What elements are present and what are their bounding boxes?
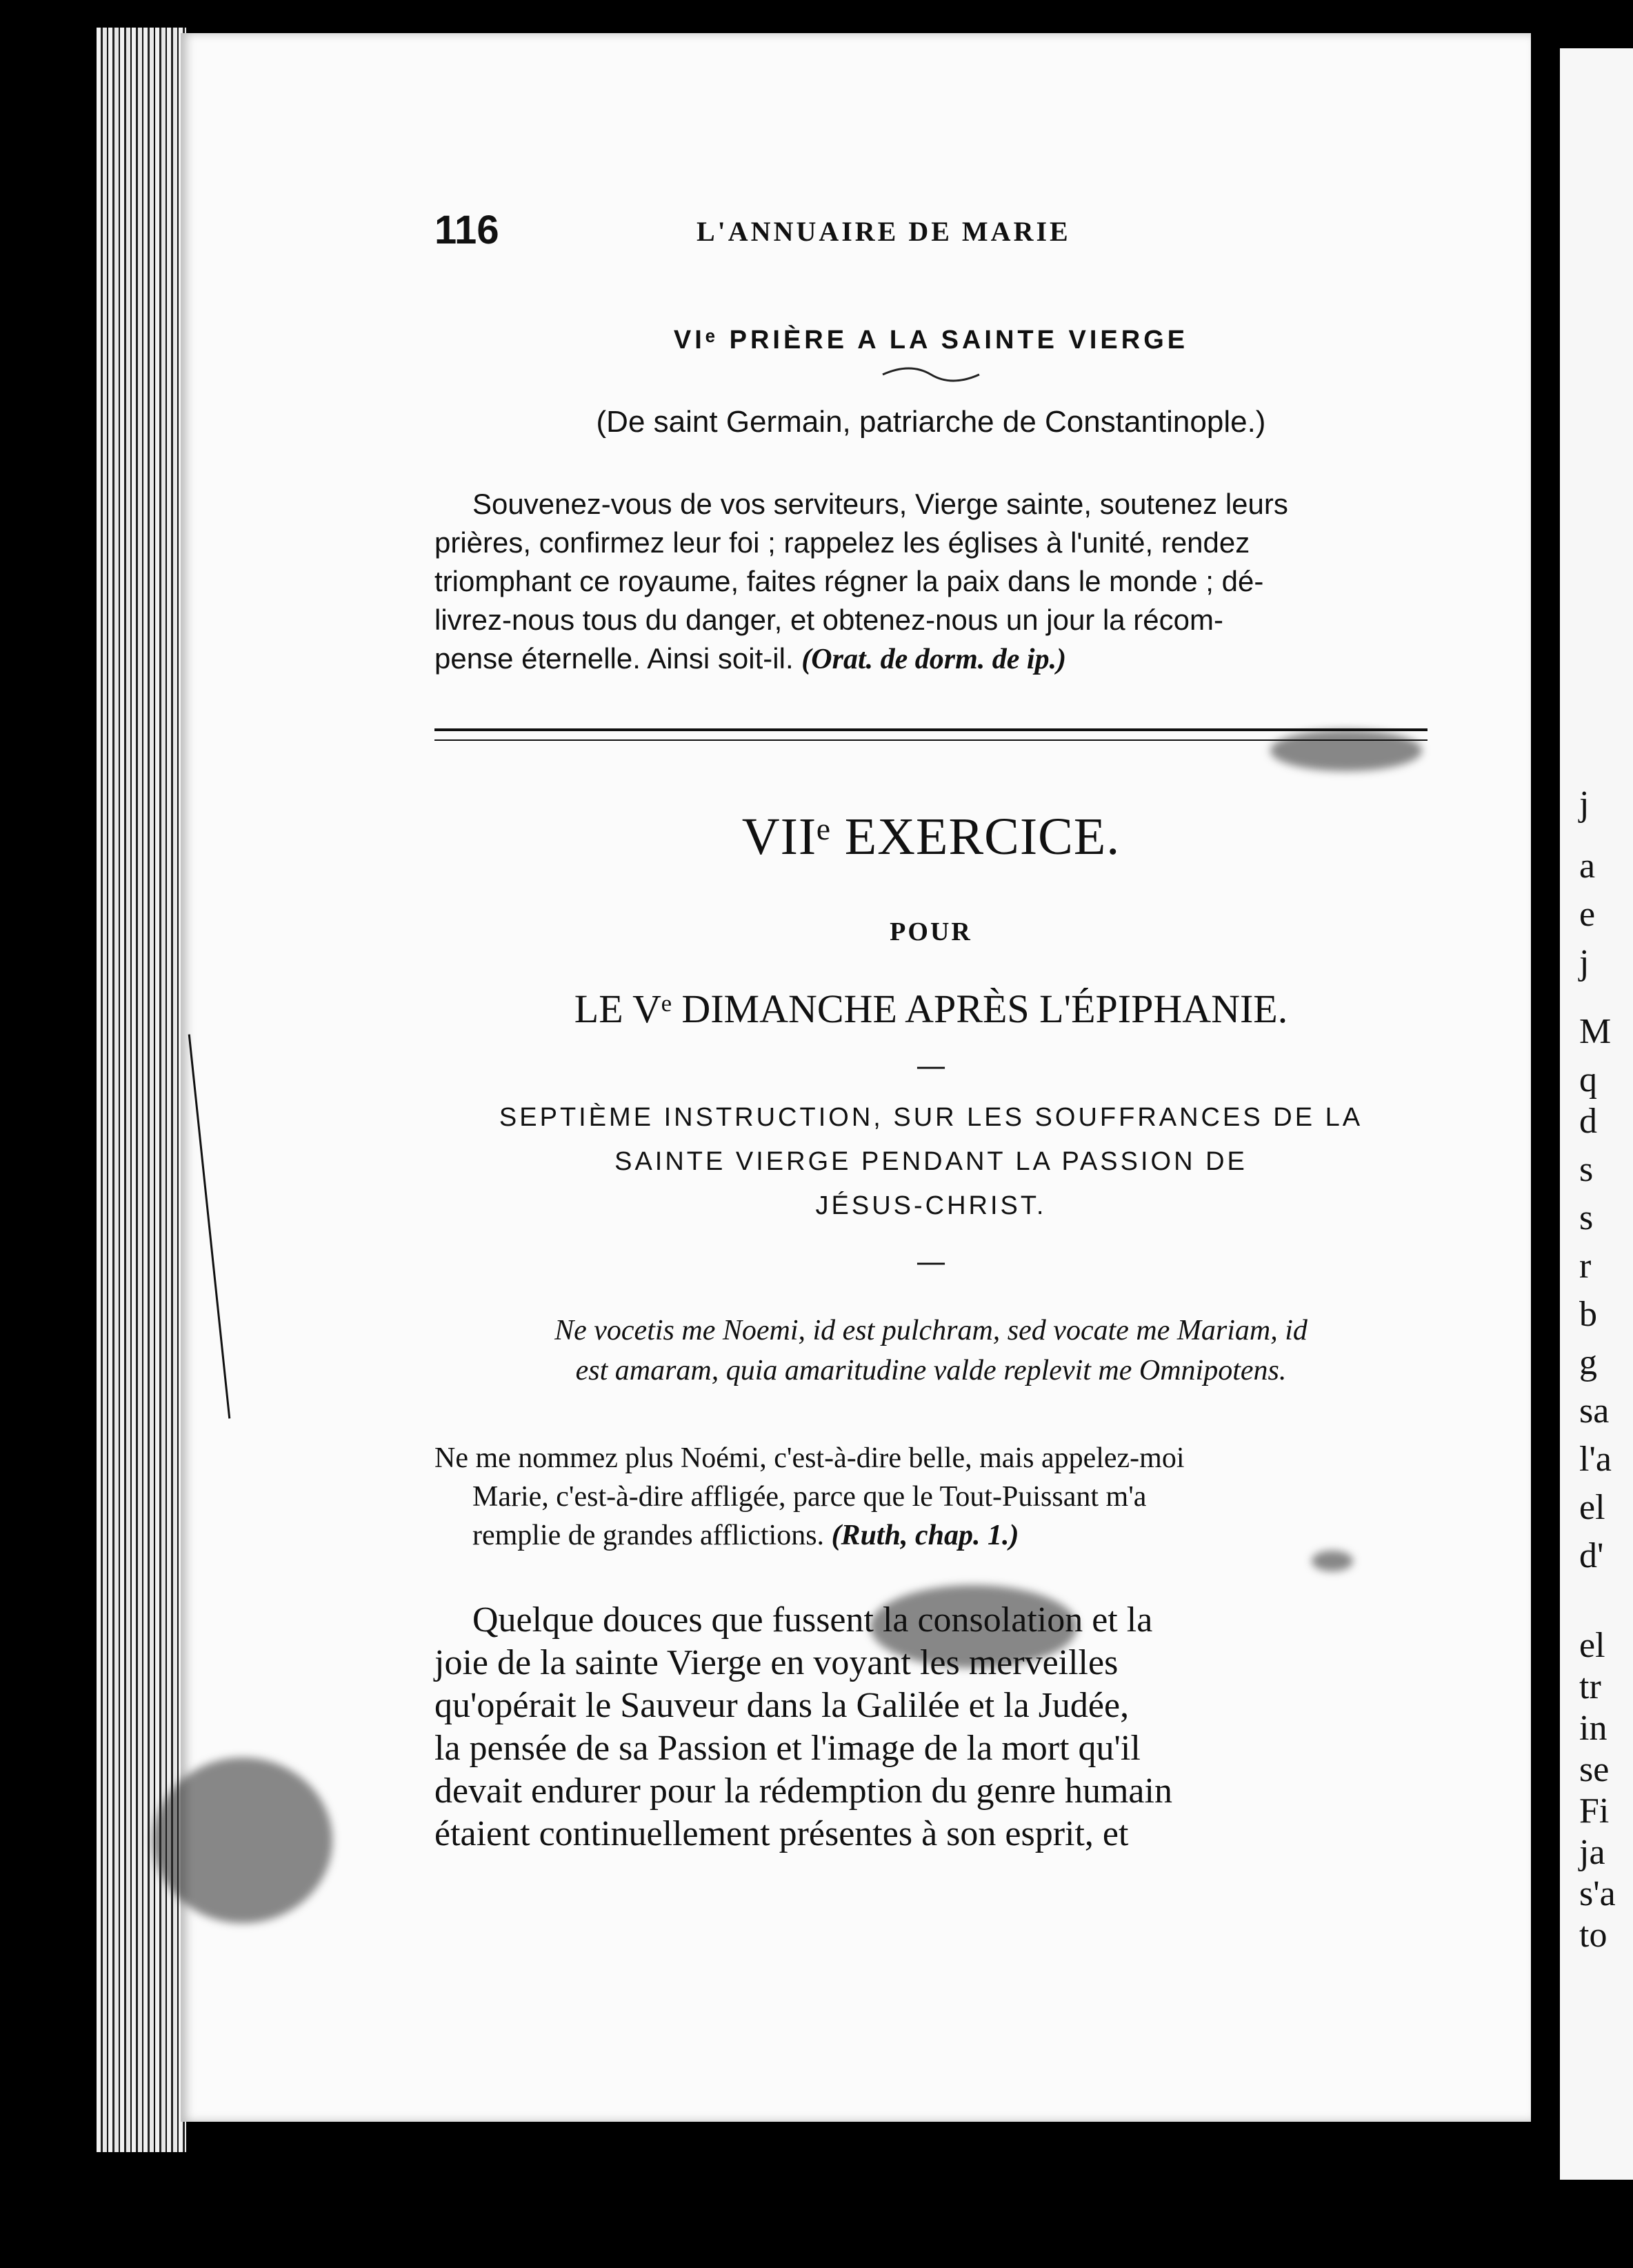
facing-page-fragment: d' xyxy=(1579,1536,1604,1575)
facing-page-fragment: r xyxy=(1579,1246,1592,1286)
facing-page-fragment: q xyxy=(1579,1060,1597,1100)
prayer-title: VIᵉ PRIÈRE A LA SAINTE VIERGE xyxy=(673,326,1189,355)
prayer-source: (De saint Germain, patriarche de Constantinople.) xyxy=(596,405,1266,439)
body-paragraph xyxy=(434,1599,1427,1856)
dash-divider: — xyxy=(916,1048,946,1084)
facing-page-fragment: tr xyxy=(1579,1667,1601,1707)
facing-page-fragment: in xyxy=(1579,1709,1607,1748)
instruction-line: SAINTE VIERGE PENDANT LA PASSION DE xyxy=(614,1147,1248,1176)
facing-page-fragment: s'a xyxy=(1579,1874,1616,1913)
facing-page-fragment: j xyxy=(1579,943,1590,982)
body-line: devait endurer pour la rédemption du genre humain xyxy=(434,1771,1172,1811)
prayer-line-last xyxy=(434,639,1421,679)
body-line: la pensée de sa Passion et l'image de la mort qu'il xyxy=(434,1729,1141,1768)
facing-page-fragment: M xyxy=(1579,1012,1612,1051)
body-line: Quelque douces que fussent la consolation et la xyxy=(472,1600,1153,1640)
pen-stroke xyxy=(188,1034,231,1418)
facing-page-fragment: el xyxy=(1579,1626,1605,1665)
french-line: Ne me nommez plus Noémi, c'est-à-dire belle, mais appelez-moi xyxy=(434,1442,1185,1474)
page-number: 116 xyxy=(434,208,499,252)
ink-stain xyxy=(153,1758,332,1923)
facing-page-fragment: s xyxy=(1579,1198,1594,1237)
exercise-sunday: LE Vᵉ DIMANCHE APRÈS L'ÉPIPHANIE. xyxy=(574,986,1288,1031)
body-line: étaient continuellement présentes à son esprit, et xyxy=(434,1814,1129,1853)
prayer-line: livrez-nous tous du danger, et obtenez-nous un jour la récom- xyxy=(434,604,1223,636)
french-citation: (Ruth, chap. 1.) xyxy=(831,1520,1019,1551)
prayer-line: pense éternelle. Ainsi soit-il. xyxy=(434,642,794,675)
french-line: remplie de grandes afflictions. xyxy=(472,1520,825,1551)
instruction-line: JÉSUS-CHRIST. xyxy=(815,1191,1047,1220)
instruction-line: SEPTIÈME INSTRUCTION, SUR LES SOUFFRANCES DE LA xyxy=(499,1103,1363,1132)
latin-line: Ne vocetis me Noemi, id est pulchram, sed vocate me Mariam, id xyxy=(554,1315,1308,1346)
facing-page-fragment: s xyxy=(1579,1150,1594,1189)
facing-page-fragment: e xyxy=(1579,895,1596,934)
facing-page-fragment: se xyxy=(1579,1750,1610,1789)
dash-divider: — xyxy=(916,1244,946,1280)
facing-page-edge xyxy=(1560,48,1633,2180)
french-translation xyxy=(434,1439,1427,1555)
facing-page-fragment: el xyxy=(1579,1488,1605,1527)
instruction-heading xyxy=(434,1095,1427,1228)
facing-page-fragment: ja xyxy=(1579,1833,1605,1872)
running-head xyxy=(434,207,1427,262)
exercise-pour: POUR xyxy=(890,917,972,946)
facing-page-fragment: g xyxy=(1579,1343,1597,1382)
exercise-title: VIIᵉ EXERCICE. xyxy=(741,808,1121,866)
ornament-flourish xyxy=(434,361,1427,391)
facing-page-fragment: Fi xyxy=(1579,1791,1610,1831)
page-content xyxy=(434,207,1427,1856)
double-rule-divider xyxy=(434,728,1427,741)
body-line: joie de la sainte Vierge en voyant les merveilles xyxy=(434,1643,1119,1682)
running-title: L'ANNUAIRE DE MARIE xyxy=(697,216,1071,247)
latin-line: est amaram, quia amaritudine valde replevit me Omnipotens. xyxy=(575,1355,1287,1386)
latin-epigraph xyxy=(434,1311,1427,1391)
prayer-citation: (Orat. de dorm. de ip.) xyxy=(801,644,1067,675)
facing-page-fragment: l'a xyxy=(1579,1440,1612,1479)
body-line: qu'opérait le Sauveur dans la Galilée et la Judée, xyxy=(434,1686,1130,1725)
facing-page-fragment: b xyxy=(1579,1295,1597,1334)
french-line: Marie, c'est-à-dire affligée, parce que le Tout-Puissant m'a xyxy=(472,1481,1147,1513)
facing-page-fragment: sa xyxy=(1579,1391,1610,1431)
prayer-body xyxy=(434,485,1427,679)
facing-page-fragment: d xyxy=(1579,1102,1597,1141)
prayer-line: triomphant ce royaume, faites régner la paix dans le monde ; dé- xyxy=(434,565,1264,597)
facing-page-fragment: to xyxy=(1579,1916,1607,1955)
facing-page-fragment: j xyxy=(1579,784,1590,824)
facing-page-fragment: a xyxy=(1579,846,1596,886)
prayer-line: Souvenez-vous de vos serviteurs, Vierge sainte, soutenez leurs xyxy=(472,488,1288,520)
french-line-last xyxy=(434,1516,1427,1555)
prayer-line: prières, confirmez leur foi ; rappelez les églises à l'unité, rendez xyxy=(434,526,1250,559)
